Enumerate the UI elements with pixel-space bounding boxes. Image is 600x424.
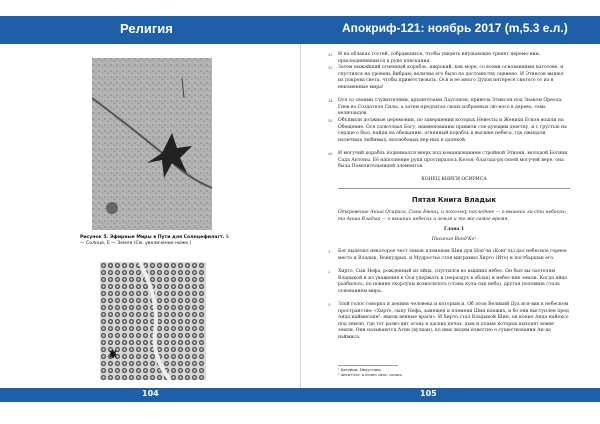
- intro: Откровение Анша Осириса, Сына Евоиц, и покольку последнее — о вышних ли-сти небесах; то Анша Владык — о вышних небесах и земле и то же самое время.: [338, 210, 567, 222]
- verse-number: 36: [328, 152, 333, 156]
- verse-text: Объявили должные церемонии, по завершении которых Невесты и Женихи Ескон вошли на Обещение. Ося салютовал Богу, наименованию привили сле-дующим девству, и с грустью на сердце о был, найди на обещанию, огненный корабль в высшие небеса, где ожидали наличных любимых, возлюбоных вер-ных к далекой.: [338, 118, 567, 143]
- verse-1: [328, 249, 570, 262]
- book-title: Пятая Книга Владык: [411, 196, 497, 204]
- footer-bar: [0, 388, 600, 402]
- verse-33: [328, 65, 570, 91]
- footnote: ² Анти-глаз, к полно сила, сатана: [338, 373, 402, 377]
- verse-text: И на облаках гостей, собравшихся, чтобы увидеть внушающее трепет церемо-нии, присоединившихся к руке плескания.: [338, 52, 541, 64]
- left-page-number: 104: [142, 389, 159, 398]
- verse-32: [328, 52, 570, 65]
- verse-number: 32: [328, 53, 333, 57]
- footnote: ¹ Китайцы, Индуссипи: [338, 368, 381, 372]
- verse-3: [328, 302, 570, 342]
- verse-34: [328, 98, 570, 118]
- header-bar: [0, 16, 600, 44]
- verse-number: 2: [328, 270, 331, 274]
- verse-text: Ося со своими служителями, архангелами Лаусоном, привела Этиксон под Знаком Ореола, Гнев во Создателя Силы, а затем предлагал своих избранных лю-ного в дерево, семь величаидов.: [338, 98, 563, 117]
- right-page-title: Апокриф-121: ноябрь 2017 (m,5.3 e.л.): [342, 21, 568, 35]
- ethereal-worlds-figure: [92, 58, 212, 230]
- figure-caption: [80, 235, 230, 247]
- verse-number: 34: [328, 99, 333, 103]
- verse-number: 35: [328, 119, 333, 123]
- chapter-heading: Глава 1: [443, 227, 465, 232]
- right-page-number: 105: [420, 389, 437, 398]
- figure-caption-title: Рисунок 5. Эфирные Миры в Пути для Солнцефилагт.: [80, 235, 225, 240]
- verse-number: 1: [328, 250, 331, 254]
- chapter-subtitle: Писания Винд'Ко¹: [431, 237, 477, 242]
- verse-text: Бог выделил некоторое чест земли племенам Шин дун Ноп'чи (Конг'ль) дал небесное горнее место и Владык, Вонкудрых, и Мудростье стоя миграмил Хирто (Ито) и постбаршан его.: [338, 249, 567, 261]
- verse-number: 33: [328, 66, 333, 70]
- verse-2: [328, 269, 570, 295]
- end-note: КОНЕЦ КНИГИ ОСИРИСА: [421, 177, 487, 182]
- verse-36: [328, 151, 570, 171]
- verse-text: Хирто, Сын Нефа, рожденный из яйца, спустился во вышних небес. Он был вы-ластелям Владыкой и из уважения к Оси удержать и (нераздух в облак) и небес-ние земли. Когда яйцо разбилось, по повине скорлупы возносилось (стана кула-лак неба), другая половина стала основанием мира.: [338, 269, 568, 294]
- figure-caption-text: S — Солнце, E — Земля (См. увеличение ниже.): [80, 235, 229, 246]
- page-gutter: [300, 44, 301, 388]
- divider: [338, 188, 570, 189]
- verse-text: Злой голос говорил и деяния человека и которым и. Об этом Великий Дух ися-вив в небесном пространстве: «Хирто, сыну Нефа, замещен и племени Шин наежих, и бо они выступлен пред Анда наймисонн², явили венные враги». И Хирто стал Владыкой Шин, он копил Анда найоксо под землю, где тот разво-дит огонь в адских печах, дым и пламя которых выходят вовне земли. Они называются Атни (вулкан), по ним людям известно о существовании Ан-да наймиса.: [338, 302, 569, 340]
- enlargement-figure: [100, 262, 206, 380]
- verse-text: Затем нижайший огненный корабль, широкий, как море, со всеми основаниями наготове, и спустился на уровень Вибрам; величие его было по достоинству оценено. И Этиксон вышел из покрова света, чтобы приветствовать. Ося и ее много Духов интересе святого от из в неизменные мира!: [338, 65, 564, 90]
- verse-number: 3: [328, 303, 331, 307]
- footnote-divider: [338, 365, 398, 366]
- verse-35: [328, 118, 570, 144]
- footnotes: [338, 368, 538, 378]
- left-page-title: Религия: [120, 21, 173, 36]
- verse-text: И могучий корабль поднимался вверх под командованием стройной Этиони, молодой Богини Сада Антоны. Её наполнение руки простиралось Кезон; благода-ря своей могучей вере, она была Повелительницей элементов.: [338, 151, 568, 170]
